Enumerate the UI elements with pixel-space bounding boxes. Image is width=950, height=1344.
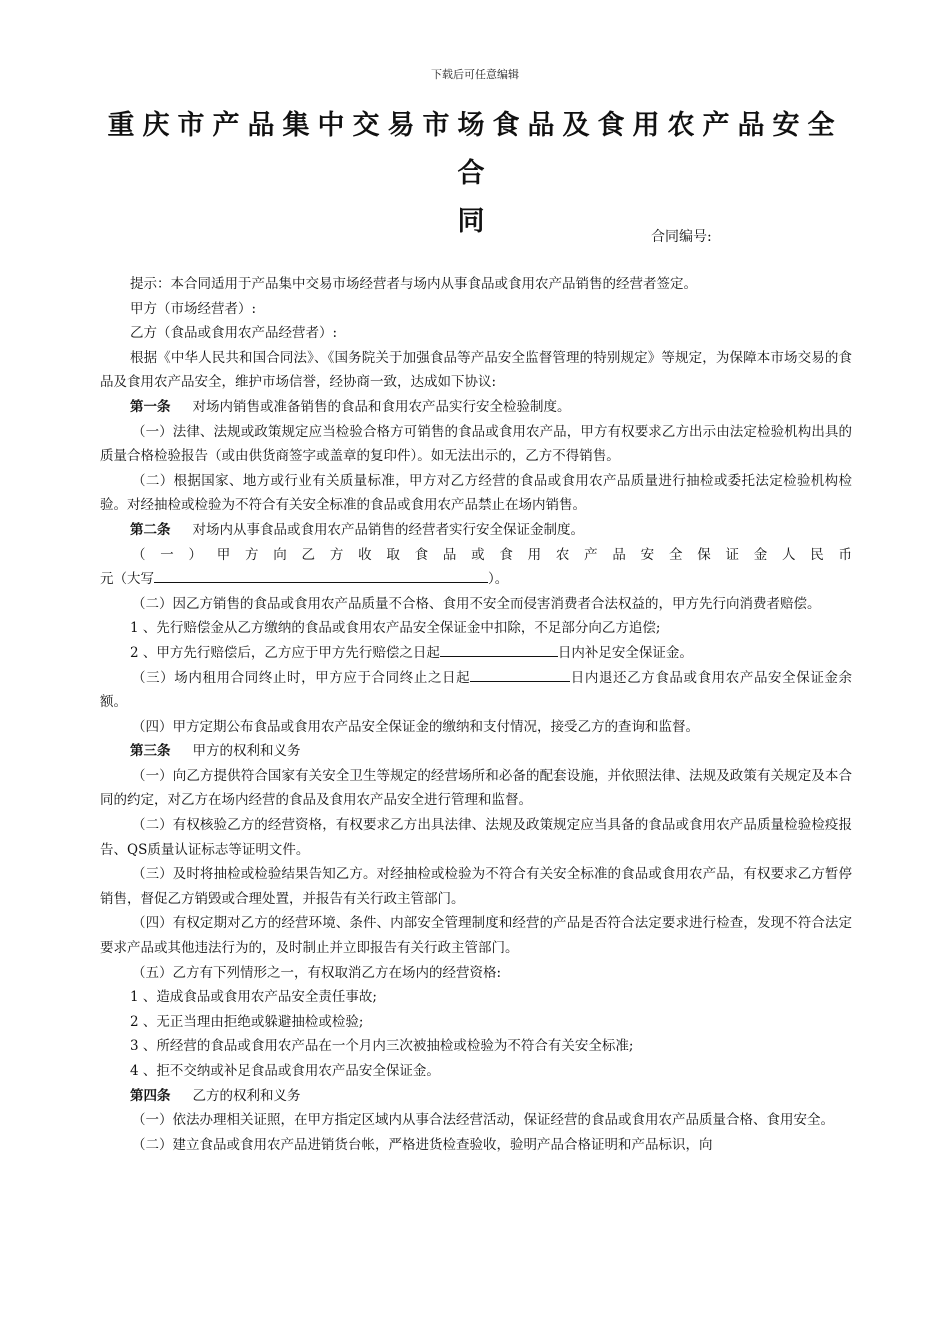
article-2-sub-1: 1 、先行赔偿金从乙方缴纳的食品或食用农产品安全保证金中扣除，不足部分向乙方追偿; bbox=[130, 620, 661, 637]
article-3-item-3: （三）及时将抽检或检验结果告知乙方。对经抽检或检验为不符合有关安全标准的食品或食用农产品，有权要求乙方暂停销售，督促乙方销毁或合理处置，并报告有关行政主管部门。 bbox=[100, 866, 852, 907]
contract-number-label: 合同编号: bbox=[651, 229, 712, 245]
article-2-item-2: （二）因乙方销售的食品或食用农产品质量不合格、食用不安全而侵害消费者合法权益的，甲方先行向消费者赔偿。 bbox=[132, 595, 821, 612]
article-2-heading bbox=[100, 518, 852, 543]
title-line-1: 重庆市产品集中交易市场食品及食用农产品安全合 bbox=[107, 110, 843, 189]
article-3-item-4: （四）有权定期对乙方的经营环境、条件、内部安全管理制度和经营的产品是否符合法定要求进行检查，发现不符合法定要求产品或其他违法行为的，及时制止并立即报告有关行政主管部门。 bbox=[100, 915, 852, 957]
article-1-text: 对场内销售或准备销售的食品和食用农产品实行安全检验制度。 bbox=[192, 398, 571, 415]
article-3-sub-3: 3 、所经营的食品或食用农产品在一个月内三次被抽检或检验为不符合有关安全标准; bbox=[130, 1038, 634, 1055]
article-4-heading bbox=[100, 1084, 852, 1109]
title-line-2: 同 bbox=[457, 206, 493, 237]
refund-days-blank[interactable] bbox=[470, 667, 570, 682]
item-3-prefix: （三）场内租用合同终止时，甲方应于合同终止之日起 bbox=[132, 669, 471, 686]
item-3-suffix: 日内退还乙方食品或食用农产品安全保证金余额。 bbox=[100, 669, 853, 711]
document-title bbox=[100, 102, 850, 246]
article-2-item-1-line-2 bbox=[100, 567, 852, 592]
replenish-days-blank[interactable] bbox=[440, 642, 558, 657]
article-3-heading bbox=[100, 739, 852, 764]
deposit-amount-prefix: 元（大写 bbox=[100, 571, 154, 588]
article-2-text: 对场内从事食品或食用农产品销售的经营者实行安全保证金制度。 bbox=[192, 521, 584, 538]
sub-2-suffix: 日内补足安全保证金。 bbox=[557, 644, 693, 661]
article-3-item-2: （二）有权核验乙方的经营资格，有权要求乙方出具法律、法规及政策规定应当具备的食品或食用农产品质量检验检疫报告、QS质量认证标志等证明文件。 bbox=[100, 817, 852, 858]
party-b-line: 乙方（食品或食用农产品经营者）: bbox=[130, 325, 338, 342]
header-note: 下载后可任意编辑 bbox=[431, 68, 519, 81]
article-4-item-1: （一）依法办理相关证照，在甲方指定区域内从事合法经营活动，保证经营的食品或食用农产品质量合格、食用安全。 bbox=[132, 1112, 834, 1129]
article-2-label: 第二条 bbox=[130, 521, 171, 538]
preamble-paragraph: 根据《中华人民共和国合同法》、《国务院关于加强食品等产品安全监督管理的特别规定》等规定，为保障本市场交易的食品及食用农产品安全，维护市场信誉，经协商一致，达成如下协议: bbox=[100, 349, 852, 391]
contract-body bbox=[100, 272, 852, 1157]
article-4-item-2: （二）建立食品或食用农产品进销货台帐，严格进货检查验收，验明产品合格证明和产品标识，向 bbox=[132, 1136, 713, 1153]
party-a-line: 甲方（市场经营者）: bbox=[130, 300, 257, 317]
article-3-sub-1: 1 、造成食品或食用农产品安全责任事故; bbox=[130, 989, 377, 1006]
sub-2-prefix: 2 、甲方先行赔偿后，乙方应于甲方先行赔偿之日起 bbox=[130, 644, 440, 661]
article-1-item-1: （一）法律、法规或政策规定应当检验合格方可销售的食品或食用农产品，甲方有权要求乙方出示由法定检验机构出具的质量合格检验报告（或由供货商签字或盖章的复印件）。如无法出示的，乙方不得销售。 bbox=[100, 423, 852, 465]
deposit-amount-blank[interactable] bbox=[154, 568, 488, 583]
article-1-label: 第一条 bbox=[130, 398, 171, 415]
tip-paragraph: 提示：本合同适用于产品集中交易市场经营者与场内从事食品或食用农产品销售的经营者签定。 bbox=[130, 276, 697, 292]
article-3-sub-2: 2 、无正当理由拒绝或躲避抽检或检验; bbox=[130, 1013, 364, 1030]
article-1-heading bbox=[100, 395, 852, 420]
article-1-item-2: （二）根据国家、地方或行业有关质量标准，甲方对乙方经营的食品或食用农产品质量进行抽检或委托法定检验机构检验。对经抽检或检验为不符合有关安全标准的食品或食用农产品禁止在场内销售。 bbox=[100, 472, 852, 514]
article-2-item-1-line-1: （一）甲方向乙方收取食品或食用农产品安全保证金人民币 bbox=[132, 546, 852, 563]
article-3-item-1: （一）向乙方提供符合国家有关安全卫生等规定的经营场所和必备的配套设施，并依照法律、法规及政策有关规定及本合同的约定，对乙方在场内经营的食品及食用农产品安全进行管理和监督。 bbox=[100, 767, 852, 809]
article-3-sub-4: 4 、拒不交纳或补足食品或食用农产品安全保证金。 bbox=[130, 1063, 440, 1079]
article-2-sub-2 bbox=[100, 641, 852, 666]
deposit-amount-suffix: ）。 bbox=[488, 571, 509, 588]
article-4-label: 第四条 bbox=[130, 1087, 171, 1104]
article-2-item-4: （四）甲方定期公布食品或食用农产品安全保证金的缴纳和支付情况，接受乙方的查询和监督。 bbox=[132, 718, 699, 735]
article-4-text: 乙方的权利和义务 bbox=[192, 1087, 301, 1104]
article-3-label: 第三条 bbox=[130, 743, 171, 760]
article-2-item-3 bbox=[100, 666, 852, 715]
article-3-text: 甲方的权利和义务 bbox=[192, 743, 301, 760]
article-3-item-5: （五）乙方有下列情形之一，有权取消乙方在场内的经营资格: bbox=[132, 964, 502, 981]
